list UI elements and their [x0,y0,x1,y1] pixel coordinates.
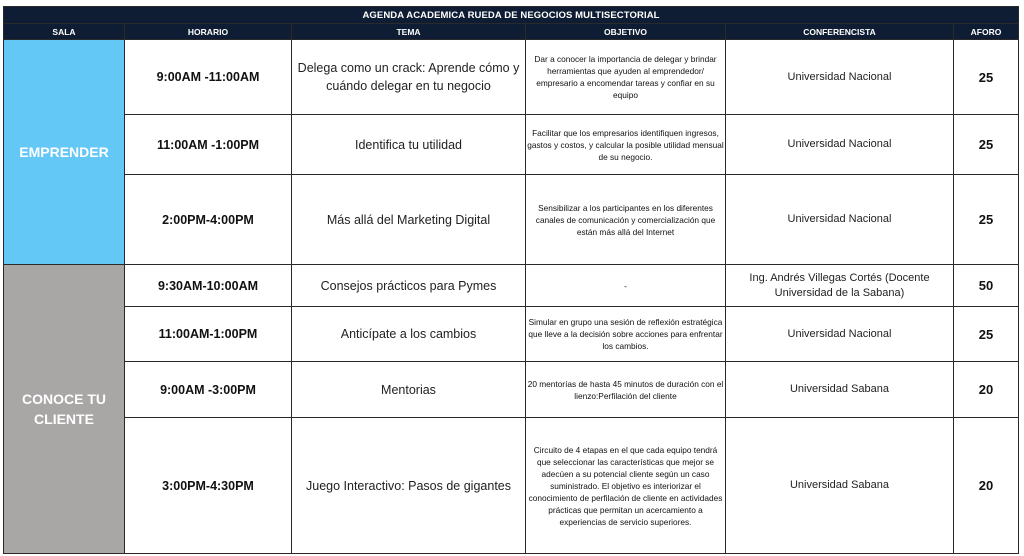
table-row [4,175,1019,265]
table-row [4,115,1019,175]
column-header-conferencista: CONFERENCISTA [726,24,954,40]
horario-cell: 11:00AM-1:00PM [125,307,292,362]
tema-cell: Delega como un crack: Aprende cómo y cuándo delegar en tu negocio [292,40,526,115]
conferencista-cell: Universidad Nacional [726,40,954,115]
column-header-objetivo: OBJETIVO [526,24,726,40]
table-row [4,40,1019,115]
conferencista-cell: Universidad Nacional [726,175,954,265]
horario-cell: 2:00PM-4:00PM [125,175,292,265]
tema-cell: Anticípate a los cambios [292,307,526,362]
objetivo-cell: Sensibilizar a los participantes en los diferentes canales de comunicación y comercialización que están más allá del Internet [526,175,726,265]
aforo-cell: 25 [954,175,1019,265]
agenda-table [3,6,1019,554]
column-header-horario: HORARIO [125,24,292,40]
table-row [4,362,1019,418]
tema-cell: Mentorias [292,362,526,418]
objetivo-cell: Dar a conocer la importancia de delegar y brindar herramientas que ayuden al emprendedor/ empresario a encomendar tareas y confiar en su equipo [526,40,726,115]
conferencista-cell: Ing. Andrés Villegas Cortés (Docente Universidad de la Sabana) [726,265,954,307]
aforo-cell: 20 [954,418,1019,554]
objetivo-cell: 20 mentorías de hasta 45 minutos de duración con el lienzo:Perfilación del cliente [526,362,726,418]
objetivo-cell: - [526,265,726,307]
objetivo-cell: Circuito de 4 etapas en el que cada equipo tendrá que seleccionar las características que mejor se adecúen a su potencial cliente según un caso suministrado. El objetivo es interiorizar el conocimiento de perfilación de cliente en actividades prácticas que permitan un acercamiento a experiencias de servicio superiores. [526,418,726,554]
objetivo-cell: Facilitar que los empresarios identifiquen ingresos, gastos y costos, y calcular la posible utilidad mensual de su negocio. [526,115,726,175]
horario-cell: 9:30AM-10:00AM [125,265,292,307]
aforo-cell: 25 [954,115,1019,175]
conferencista-cell: Universidad Sabana [726,362,954,418]
horario-cell: 3:00PM-4:30PM [125,418,292,554]
horario-cell: 9:00AM -11:00AM [125,40,292,115]
tema-cell: Consejos prácticos para Pymes [292,265,526,307]
column-header-tema: TEMA [292,24,526,40]
table-row [4,307,1019,362]
sala-emprender: EMPRENDER [4,40,125,265]
sala-conoce-tu-cliente: CONOCE TU CLIENTE [4,265,125,554]
aforo-cell: 25 [954,307,1019,362]
tema-cell: Identifica tu utilidad [292,115,526,175]
column-header-sala: SALA [4,24,125,40]
table-row [4,265,1019,307]
aforo-cell: 20 [954,362,1019,418]
objetivo-cell: Simular en grupo una sesión de reflexión estratégica que lleve a la decisión sobre acciones para enfrentar los cambios. [526,307,726,362]
aforo-cell: 50 [954,265,1019,307]
tema-cell: Juego Interactivo: Pasos de gigantes [292,418,526,554]
horario-cell: 9:00AM -3:00PM [125,362,292,418]
table-row [4,418,1019,554]
conferencista-cell: Universidad Nacional [726,307,954,362]
horario-cell: 11:00AM -1:00PM [125,115,292,175]
aforo-cell: 25 [954,40,1019,115]
tema-cell: Más allá del Marketing Digital [292,175,526,265]
column-header-aforo: AFORO [954,24,1019,40]
conferencista-cell: Universidad Sabana [726,418,954,554]
agenda-title: AGENDA ACADEMICA RUEDA DE NEGOCIOS MULTISECTORIAL [4,7,1019,24]
conferencista-cell: Universidad Nacional [726,115,954,175]
